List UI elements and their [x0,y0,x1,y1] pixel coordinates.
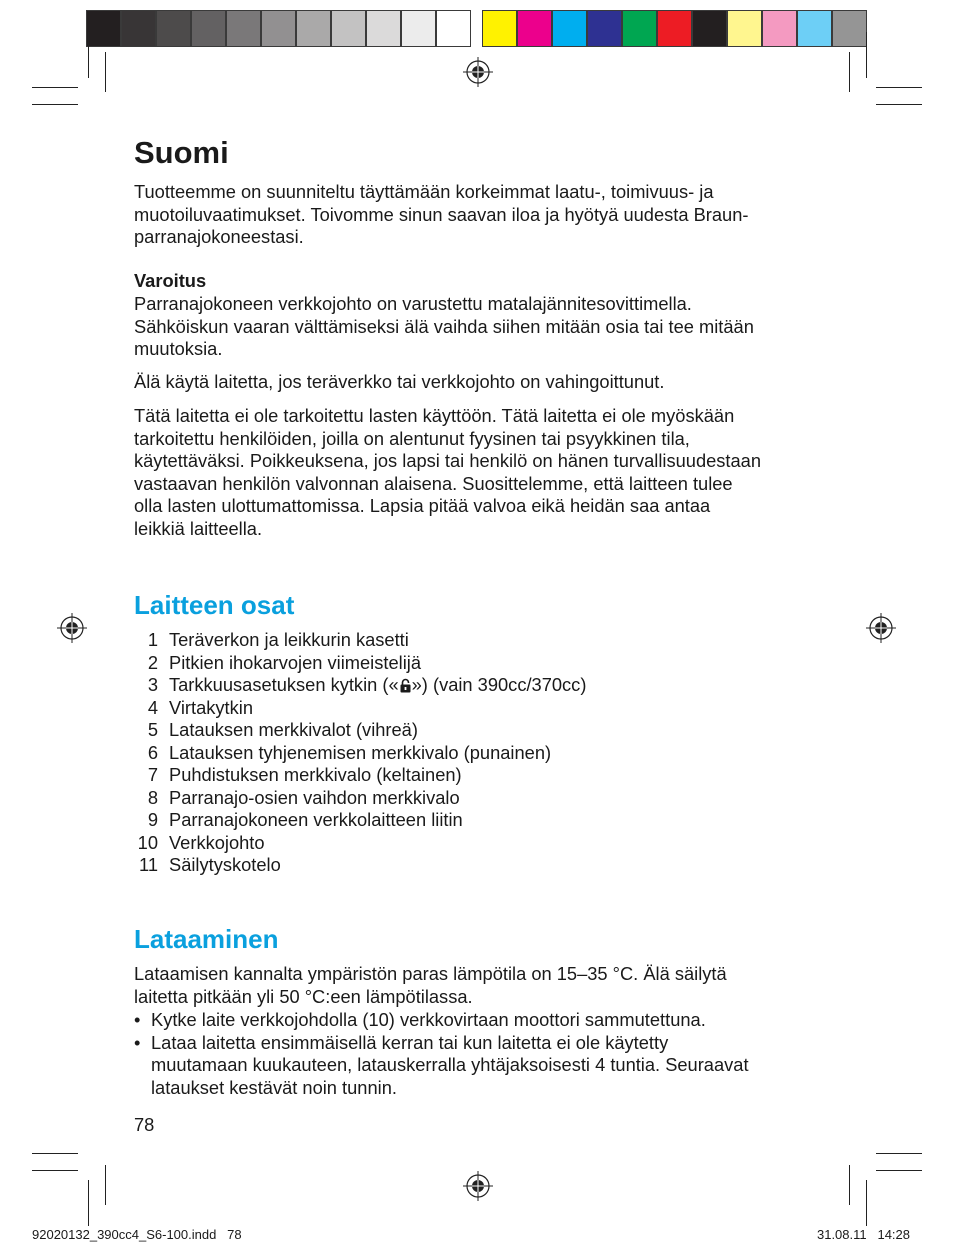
crop-mark [32,104,78,105]
list-item: 10 Verkkojohto [137,831,265,853]
color-swatch [727,10,762,47]
color-swatch [86,10,121,47]
color-swatch [261,10,296,47]
section-heading-parts: Laitteen osat [134,590,295,620]
crop-mark [105,1165,106,1205]
crop-mark [849,52,850,92]
color-swatch [762,10,797,47]
color-swatch [517,10,552,47]
crop-mark [876,87,922,88]
color-swatch [692,10,727,47]
list-item: • Lataa laitetta ensimmäisellä kerran tai kun laitetta ei ole käytetty muutamaan kuukauteen, latauskerralla yhtäjaksoisesti 4 tuntia. Seuraavat lataukset kestävät noin tunnin. [134,1031,749,1098]
color-swatch [331,10,366,47]
color-swatch [482,10,517,47]
list-item: 3 Tarkkuusasetuksen kytkin (« ») (vain 390cc/370cc) [147,674,587,695]
warning-heading: Varoitus [134,270,207,291]
color-swatch [552,10,587,47]
crop-mark [88,32,89,78]
page-title: Suomi [134,135,229,170]
crop-mark [876,104,922,105]
crop-mark [88,1180,89,1226]
color-swatch [156,10,191,47]
list-item: 9 Parranajokoneen verkkolaitteen liitin [147,809,463,830]
registration-mark-icon [463,57,493,87]
list-item: 6 Latauksen tyhjenemisen merkkivalo (punainen) [147,741,552,763]
intro-paragraph: Tuotteemme on suunniteltu täyttämään korkeimmat laatu-, toimivuus- ja muotoiluvaatimukset. Toivomme sinun saavan iloa ja hyötyä uudesta Braun- parranajokoneestasi. [134,181,749,247]
crop-mark [866,1180,867,1226]
lock-icon [400,678,411,693]
color-swatch [657,10,692,47]
gray-color-bar [86,10,471,47]
registration-mark-icon [866,613,896,643]
list-item: 8 Parranajo-osien vaihdon merkkivalo [147,786,460,808]
color-swatch [436,10,471,47]
color-swatch [226,10,261,47]
slug-date-info: 31.08.11 14:28 [816,1227,910,1242]
color-swatch [622,10,657,47]
warning-paragraph: Parranajokoneen verkkojohto on varustettu matalajännitesovittimella. Sähköiskun vaaran välttämiseksi älä vaihda siihen mitään osia tai tee mitään muutoksia. [134,293,754,359]
color-swatch [191,10,226,47]
crop-mark [876,1170,922,1171]
color-swatch [401,10,436,47]
charging-paragraph: Lataamisen kannalta ympäristön paras lämpötila on 15–35 °C. Älä säilytä laitetta pitkään yli 50 °C:een lämpötilassa. [134,963,727,1007]
color-swatch [366,10,401,47]
registration-mark-icon [57,613,87,643]
section-heading-charging: Lataaminen [134,924,279,954]
parts-list [134,629,834,877]
list-item: • Kytke laite verkkojohdolla (10) verkkovirtaan moottori sammutettuna. [134,1009,706,1030]
warning-paragraph: Tätä laitetta ei ole tarkoitettu lasten käyttöön. Tätä laitetta ei ole myöskään tarkoitettu henkilöiden, joilla on alentunut fyysinen tai psyykkinen tila, käytettäväksi. Poikkeuksena, jos lapsi tai henkilö on hänen turvallisuudestaan vastaavan henkilön valvonnan alaisena. Suosittelemme, että laitteen tulee olla lasten ulottumattomissa. Lapsia pitää valvoa eikä heidän saa antaa leikkiä laitteella. [134,405,762,539]
page-number: 78 [134,1114,155,1135]
crop-mark [32,1153,78,1154]
list-item: 11 Säilytyskotelo [139,854,281,875]
color-swatch [832,10,867,47]
color-swatch [797,10,832,47]
slug-file-info: 92020132_390cc4_S6-100.indd 78 [32,1227,242,1242]
crop-mark [866,32,867,78]
crop-mark [32,1170,78,1171]
color-swatch [121,10,156,47]
list-item: 4 Virtakytkin [147,696,253,718]
color-swatch [587,10,622,47]
list-item: 2 Pitkien ihokarvojen viimeistelijä [147,651,421,673]
crop-mark [32,87,78,88]
crop-mark [105,52,106,92]
list-item: 5 Latauksen merkkivalot (vihreä) [147,719,418,740]
charging-bullets [134,1009,824,1099]
crop-mark [876,1153,922,1154]
crop-mark [849,1165,850,1205]
list-item: 1 Teräverkon ja leikkurin kasetti [147,629,409,650]
color-swatch [296,10,331,47]
registration-mark-icon [463,1171,493,1201]
list-item: 7 Puhdistuksen merkkivalo (keltainen) [147,764,462,785]
process-color-bar [482,10,867,47]
warning-paragraph: Älä käytä laitetta, jos teräverkko tai verkkojohto on vahingoittunut. [134,371,665,392]
